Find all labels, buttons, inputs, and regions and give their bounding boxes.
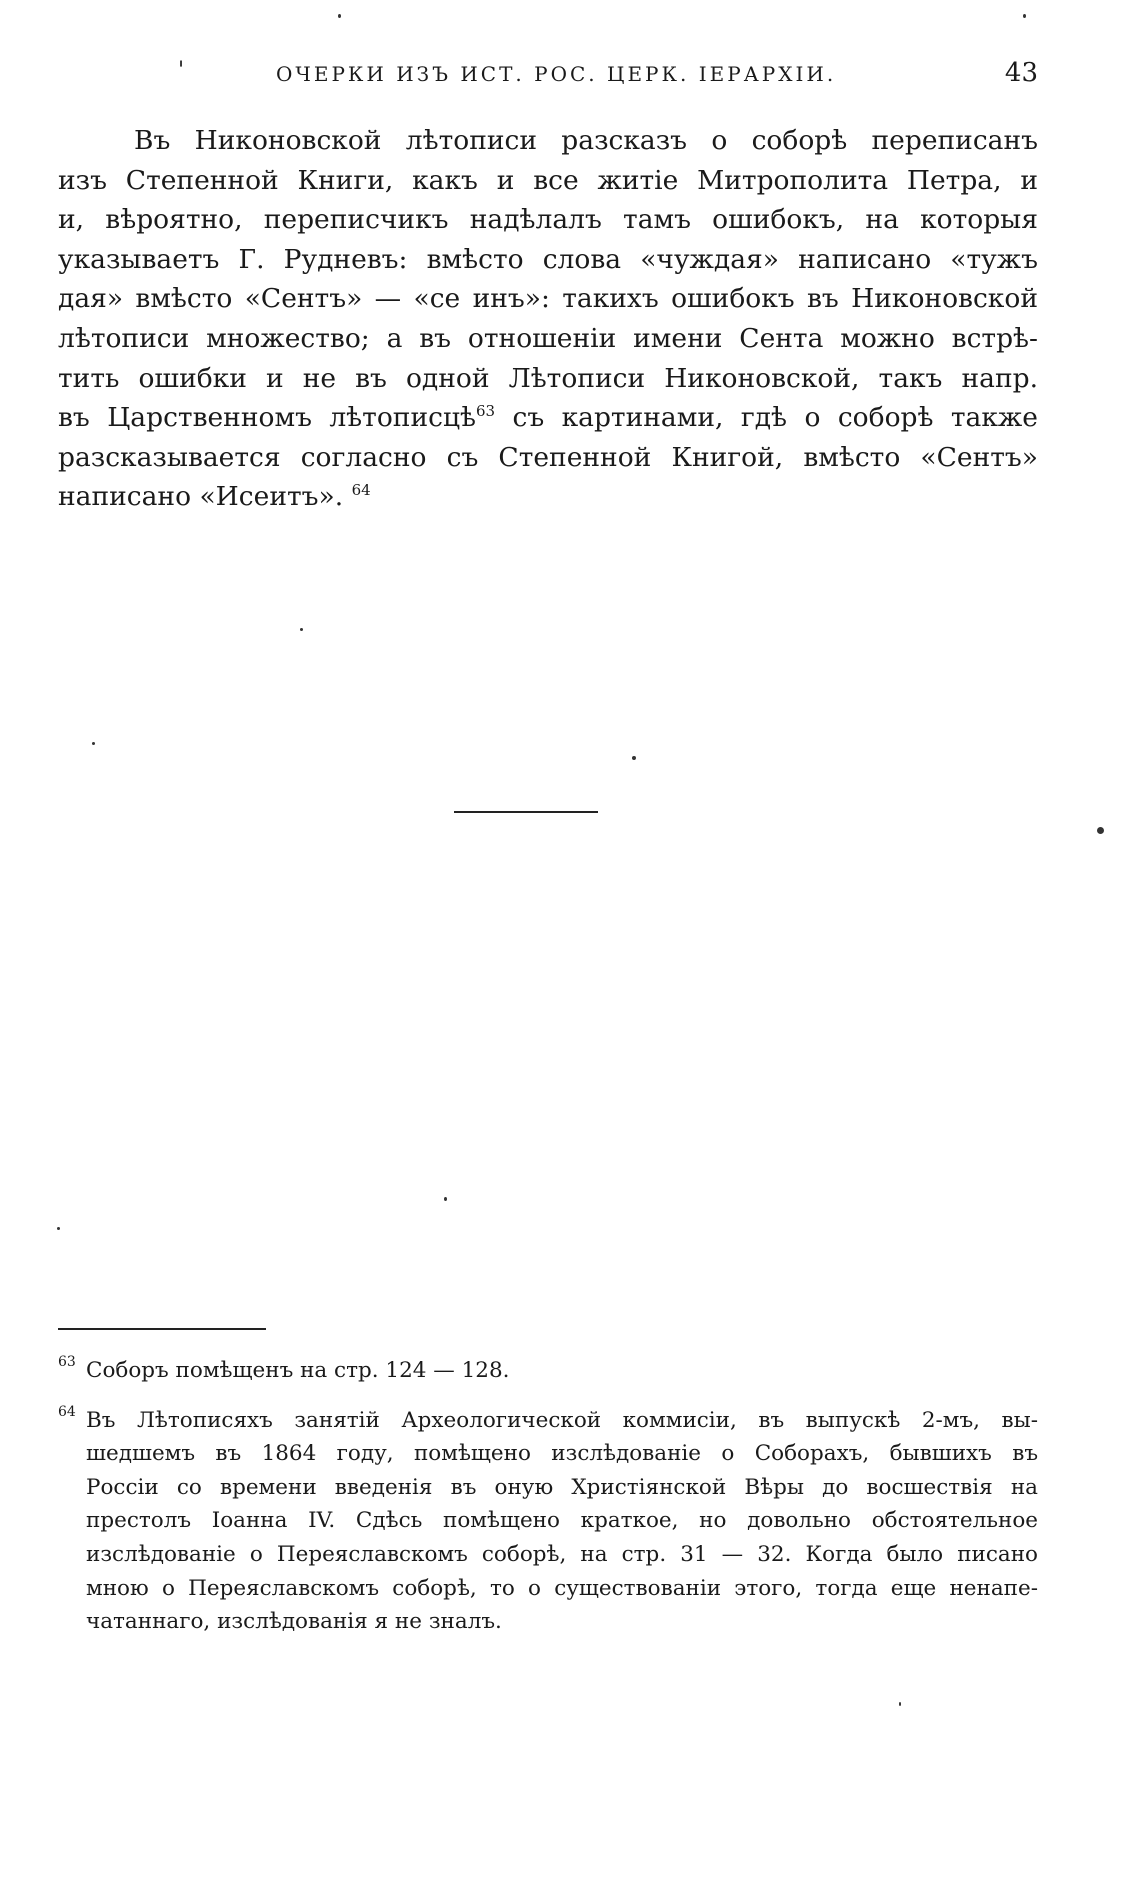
footnotes <box>58 1354 1038 1655</box>
main-line-continuation: съ картинами, гдѣ о соборѣ также <box>512 402 1038 434</box>
footnote-line: Соборъ помѣщенъ на стр. 124 — 128. <box>86 1358 510 1383</box>
running-head-title: ОЧЕРКИ ИЗЪ ИСТ. РОС. ЦЕРК. ІЕРАРХІИ. <box>276 62 837 86</box>
footnote-63 <box>58 1354 1038 1388</box>
main-line: изъ Степенной Книги, какъ и все житіе Митрополита Петра, и <box>58 164 1038 196</box>
main-paragraph <box>58 121 1038 517</box>
scan-speck <box>300 628 303 631</box>
footnote-mark: 63 <box>58 1354 76 1370</box>
scan-speck <box>1097 827 1104 834</box>
scan-speck <box>899 1702 901 1706</box>
footnote-64 <box>58 1404 1038 1639</box>
footnote-line: чатаннаго, изслѣдованія я не зналъ. <box>86 1609 502 1635</box>
main-line-text: написано «Исеитъ». <box>58 481 344 513</box>
main-line-with-ref <box>58 477 1038 517</box>
scan-speck <box>57 1227 60 1230</box>
footnote-ref-64[interactable]: 64 <box>351 481 371 500</box>
footnote-ref-63[interactable]: 63 <box>475 402 496 421</box>
main-line-text: въ Царственномъ лѣтописцѣ <box>58 402 476 434</box>
footnote-line: Россіи со времени введенія въ оную Христіянской Вѣры до восшествія на <box>86 1474 1038 1500</box>
main-line: тить ошибки и не въ одной Лѣтописи Никоновской, такъ напр. <box>58 362 1038 394</box>
main-line-with-ref <box>58 398 1038 438</box>
footnote-line: мною о Переяславскомъ соборѣ, то о существованіи этого, тогда еще ненапе- <box>86 1575 1038 1601</box>
main-line: дая» вмѣсто «Сентъ» — «се инъ»: такихъ ошибокъ въ Никоновской <box>58 283 1038 315</box>
main-line: и, вѣроятно, переписчикъ надѣлалъ тамъ ошибокъ, на которыя <box>58 204 1038 236</box>
scan-speck <box>92 742 95 745</box>
scan-speck <box>1023 14 1026 18</box>
main-line: лѣтописи множество; а въ отношеніи имени Сента можно встрѣ- <box>58 322 1038 354</box>
footnote-rule <box>58 1328 266 1330</box>
scan-speck <box>444 1197 447 1201</box>
running-head <box>58 58 1038 92</box>
footnote-line: Въ Лѣтописяхъ занятій Археологической коммисіи, въ выпускѣ 2-мъ, вы- <box>86 1407 1038 1433</box>
footnote-line: изслѣдованіе о Переяславскомъ соборѣ, на стр. 31 — 32. Когда было писано <box>86 1541 1038 1567</box>
main-line: Въ Никоновской лѣтописи разсказъ о соборѣ переписанъ <box>134 125 1038 156</box>
running-head-left-mark: ' <box>178 58 185 83</box>
footnote-line: престолъ Іоанна IV. Сдѣсь помѣщено краткое, но довольно обстоятельное <box>86 1508 1038 1534</box>
page-number: 43 <box>1004 58 1038 88</box>
footnote-mark: 64 <box>58 1403 76 1420</box>
footnote-line: шедшемъ въ 1864 году, помѣщено изслѣдованіе о Соборахъ, бывшихъ въ <box>86 1441 1038 1467</box>
section-divider <box>454 811 598 813</box>
scan-speck <box>632 756 636 760</box>
main-line: указываетъ Г. Рудневъ: вмѣсто слова «чуждая» написано «тужъ <box>58 243 1038 275</box>
scan-speck <box>338 14 341 18</box>
main-line: разсказывается согласно съ Степенной Книгой, вмѣсто «Сентъ» <box>58 441 1038 473</box>
